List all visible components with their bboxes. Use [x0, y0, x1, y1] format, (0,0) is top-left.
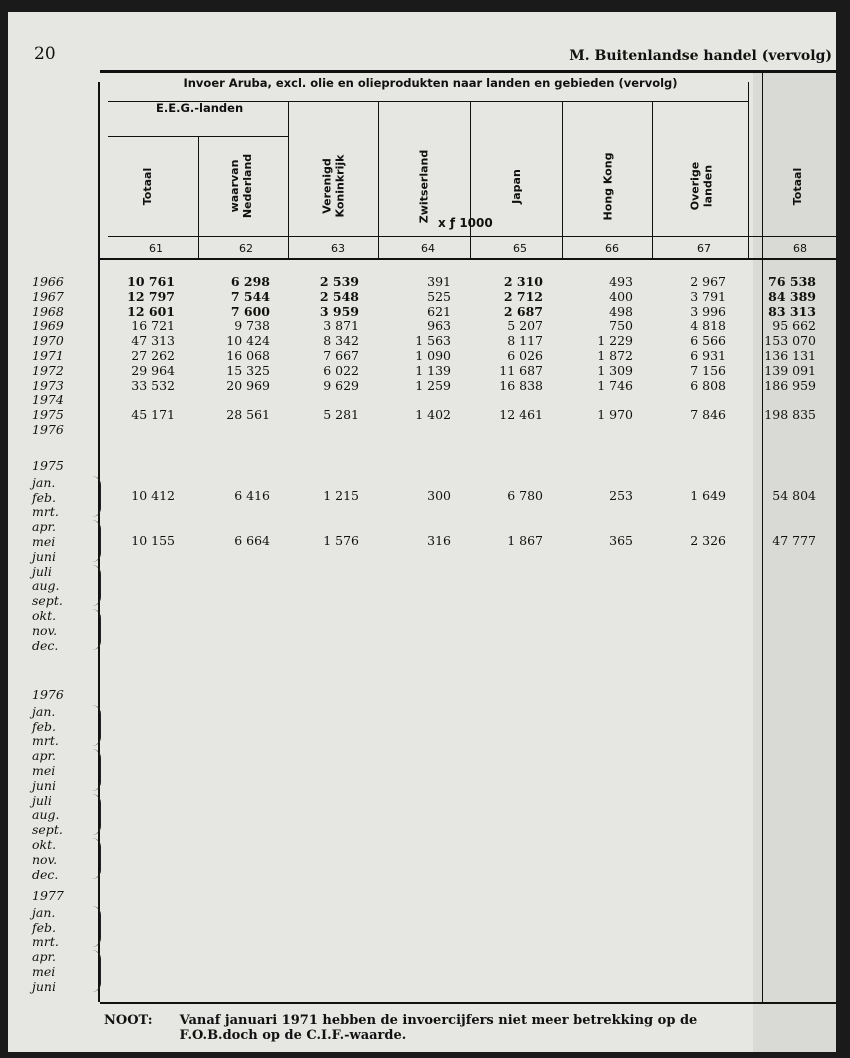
table-cell: 139 091 [764, 362, 816, 378]
table-cell: 83 313 [768, 303, 816, 319]
table-cell: 1 090 [415, 348, 451, 363]
month-label: dec. [32, 866, 59, 882]
table-cell: 525 [427, 288, 451, 304]
table-cell: 1 259 [415, 377, 451, 393]
table-cell: 6 416 [234, 488, 270, 504]
column-number: 66 [605, 242, 619, 255]
table-title: Invoer Aruba, excl. olie en olieprodukten naar landen en gebieden (vervolg) [183, 76, 678, 90]
table-cell: 10 155 [131, 532, 175, 548]
table-cell: 12 797 [127, 288, 175, 304]
table-cell: 10 761 [127, 274, 175, 289]
table-cell: 6 026 [507, 348, 543, 363]
table-cell: 12 461 [499, 407, 543, 423]
table-cell: 3 959 [319, 303, 359, 319]
page-number: 20 [34, 44, 56, 64]
table-cell: 27 262 [131, 348, 175, 363]
year-label: 1966 [32, 274, 64, 289]
table-cell: 6 808 [690, 377, 726, 393]
month-label: mei [32, 534, 56, 549]
table-cell: 7 600 [230, 303, 270, 319]
table-cell: 2 548 [319, 288, 359, 304]
month-label: juni [32, 978, 56, 994]
footnote-label: NOOT: [104, 1013, 153, 1028]
column-number: 61 [149, 242, 163, 255]
column-header: Totaal [791, 167, 805, 205]
table-cell: 963 [427, 318, 451, 334]
month-label: mrt. [32, 504, 59, 520]
column-header: Overige landen [688, 161, 715, 211]
month-label: aug. [32, 807, 60, 823]
table-cell: 6 664 [234, 532, 270, 548]
table-cell: 5 207 [507, 318, 543, 334]
column-number: 64 [421, 242, 435, 255]
month-label: dec. [32, 637, 59, 653]
table-cell: 1 563 [415, 333, 451, 349]
table-cell: 11 687 [499, 362, 543, 378]
table-cell: 54 804 [772, 488, 816, 504]
table-cell: 316 [427, 532, 451, 548]
month-label: okt. [32, 608, 57, 623]
table-cell: 391 [427, 274, 451, 289]
month-label: okt. [32, 837, 57, 852]
table-cell: 1 139 [415, 362, 451, 378]
table-cell: 2 687 [503, 303, 543, 319]
column-number: 65 [513, 242, 527, 255]
table-cell: 1 746 [597, 377, 633, 393]
footnote-text-line1: Vanaf januari 1971 hebben de invoercijfers niet meer betrekking op de [179, 1013, 698, 1028]
table-cell: 7 156 [690, 362, 726, 378]
table-cell: 7 846 [690, 407, 726, 423]
table-cell: 3 791 [690, 288, 726, 304]
table-cell: 7 544 [230, 288, 270, 304]
month-label: juli [32, 563, 52, 579]
table-cell: 20 969 [226, 377, 270, 393]
month-label: jan. [32, 474, 56, 490]
header-rule [108, 236, 836, 237]
table-cell: 33 532 [131, 377, 175, 393]
month-label: apr. [32, 519, 57, 535]
year-label: 1976 [32, 422, 64, 437]
year-label: 1977 [32, 888, 64, 903]
month-label: sept. [32, 822, 63, 838]
month-label: nov. [32, 622, 58, 638]
table-cell: 498 [609, 303, 633, 319]
table-cell: 95 662 [772, 318, 816, 334]
month-label: aug. [32, 578, 60, 594]
table-cell: 16 721 [131, 318, 175, 334]
table-cell: 1 576 [323, 532, 359, 548]
bottom-rule [100, 1002, 836, 1004]
table-cell: 10 412 [131, 488, 175, 504]
table-cell: 10 424 [226, 333, 270, 349]
quarter-brace [92, 476, 101, 517]
quarter-brace [92, 838, 101, 879]
table-cell: 2 539 [319, 274, 359, 289]
table-cell: 12 601 [127, 303, 175, 319]
column-header: waarvan Nederland [228, 153, 255, 219]
table-cell: 47 313 [131, 333, 175, 349]
month-label: sept. [32, 593, 63, 609]
year-label: 1974 [32, 392, 64, 408]
table-cell: 400 [609, 288, 633, 304]
section-title: M. Buitenlandse handel (vervolg) [569, 48, 832, 64]
quarter-brace [92, 705, 101, 746]
quarter-brace [92, 906, 101, 947]
table-cell: 1 215 [323, 488, 359, 504]
quarter-brace [92, 794, 101, 835]
col-divider [562, 101, 563, 258]
month-label: juli [32, 792, 52, 808]
table-cell: 8 342 [323, 333, 359, 349]
col-divider [378, 101, 379, 258]
month-label: mrt. [32, 733, 59, 749]
table-cell: 6 780 [507, 488, 543, 504]
table-cell: 1 402 [415, 407, 451, 423]
table-cell: 45 171 [131, 407, 175, 423]
column-header: Hong Kong [601, 152, 615, 220]
table-cell: 1 649 [690, 488, 726, 504]
table-cell: 365 [609, 532, 633, 548]
month-label: feb. [32, 489, 56, 505]
table-cell: 6 022 [323, 362, 359, 378]
table-cell: 28 561 [226, 407, 270, 423]
table-cell: 16 068 [226, 348, 270, 363]
table-cell: 7 667 [323, 348, 359, 363]
table-cell: 1 867 [507, 532, 543, 548]
total-col-divider [762, 70, 763, 1002]
year-label: 1976 [32, 687, 64, 702]
table-cell: 3 996 [690, 303, 726, 319]
group-label: E.E.G.-landen [156, 101, 244, 115]
column-number: 67 [697, 242, 711, 255]
month-label: nov. [32, 851, 58, 867]
table-cell: 253 [609, 488, 633, 504]
table-cell: 493 [609, 274, 633, 289]
month-label: mei [32, 763, 56, 778]
month-label: juni [32, 548, 56, 564]
table-cell: 4 818 [690, 318, 726, 334]
column-number: 68 [793, 242, 807, 255]
table-cell: 16 838 [499, 377, 543, 393]
table-cell: 9 629 [323, 377, 359, 393]
table-cell: 47 777 [772, 532, 816, 548]
footnote-text-line2: F.O.B.doch op de C.I.F.-waarde. [179, 1028, 407, 1043]
col-divider [748, 82, 749, 258]
document-page [8, 12, 836, 1052]
year-label: 1972 [32, 362, 64, 378]
column-header: Japan [509, 168, 523, 204]
table-cell: 8 117 [507, 333, 543, 349]
table-cell: 6 931 [690, 348, 726, 363]
table-cell: 300 [427, 488, 451, 504]
month-label: apr. [32, 949, 57, 965]
month-label: feb. [32, 718, 56, 734]
footnote [104, 1013, 697, 1043]
column-number: 62 [239, 242, 253, 255]
subheader-rule [100, 258, 836, 260]
month-label: mrt. [32, 934, 59, 950]
table-cell: 2 310 [503, 274, 543, 289]
table-cell: 6 298 [230, 274, 270, 289]
table-cell: 15 325 [226, 362, 270, 378]
month-label: juni [32, 777, 56, 793]
table-cell: 2 326 [690, 532, 726, 548]
table-cell: 1 970 [597, 407, 633, 423]
table-cell: 136 131 [764, 348, 816, 363]
table-cell: 3 871 [323, 318, 359, 334]
year-label: 1967 [32, 288, 64, 304]
year-label: 1975 [32, 458, 64, 473]
top-rule [100, 70, 836, 73]
table-cell: 29 964 [131, 362, 175, 378]
table-cell: 1 309 [597, 362, 633, 378]
column-header: Totaal [141, 167, 155, 205]
col-divider [470, 101, 471, 258]
table-cell: 1 872 [597, 348, 633, 363]
col-divider [198, 136, 199, 258]
table-cell: 186 959 [764, 377, 816, 393]
month-label: feb. [32, 919, 56, 935]
year-label: 1973 [32, 377, 64, 393]
month-label: apr. [32, 748, 57, 764]
column-header: Verenigd Koninkrijk [320, 154, 347, 218]
year-label: 1971 [32, 348, 64, 363]
unit-label: x ƒ 1000 [438, 216, 493, 230]
column-number: 63 [331, 242, 345, 255]
quarter-brace [92, 520, 101, 561]
table-cell: 9 738 [234, 318, 270, 334]
table-cell: 1 229 [597, 333, 633, 349]
table-cell: 6 566 [690, 333, 726, 349]
table-cell: 2 967 [690, 274, 726, 289]
table-cell: 750 [609, 318, 633, 334]
year-label: 1975 [32, 407, 64, 423]
quarter-brace [92, 749, 101, 790]
column-header: Zwitserland [417, 149, 431, 223]
table-cell: 76 538 [768, 274, 816, 289]
table-cell: 198 835 [764, 407, 816, 423]
year-label: 1969 [32, 318, 64, 334]
table-cell: 84 389 [768, 288, 816, 304]
quarter-brace [92, 565, 101, 606]
table-cell: 153 070 [764, 333, 816, 349]
table-cell: 621 [427, 303, 451, 319]
table-cell: 2 712 [503, 288, 543, 304]
table-cell: 5 281 [323, 407, 359, 423]
month-label: jan. [32, 904, 56, 920]
year-label: 1970 [32, 333, 64, 349]
col-divider [288, 101, 289, 258]
quarter-brace [92, 950, 101, 991]
year-label: 1968 [32, 303, 64, 319]
quarter-brace [92, 609, 101, 650]
month-label: jan. [32, 703, 56, 719]
month-label: mei [32, 964, 56, 979]
col-divider [652, 101, 653, 258]
